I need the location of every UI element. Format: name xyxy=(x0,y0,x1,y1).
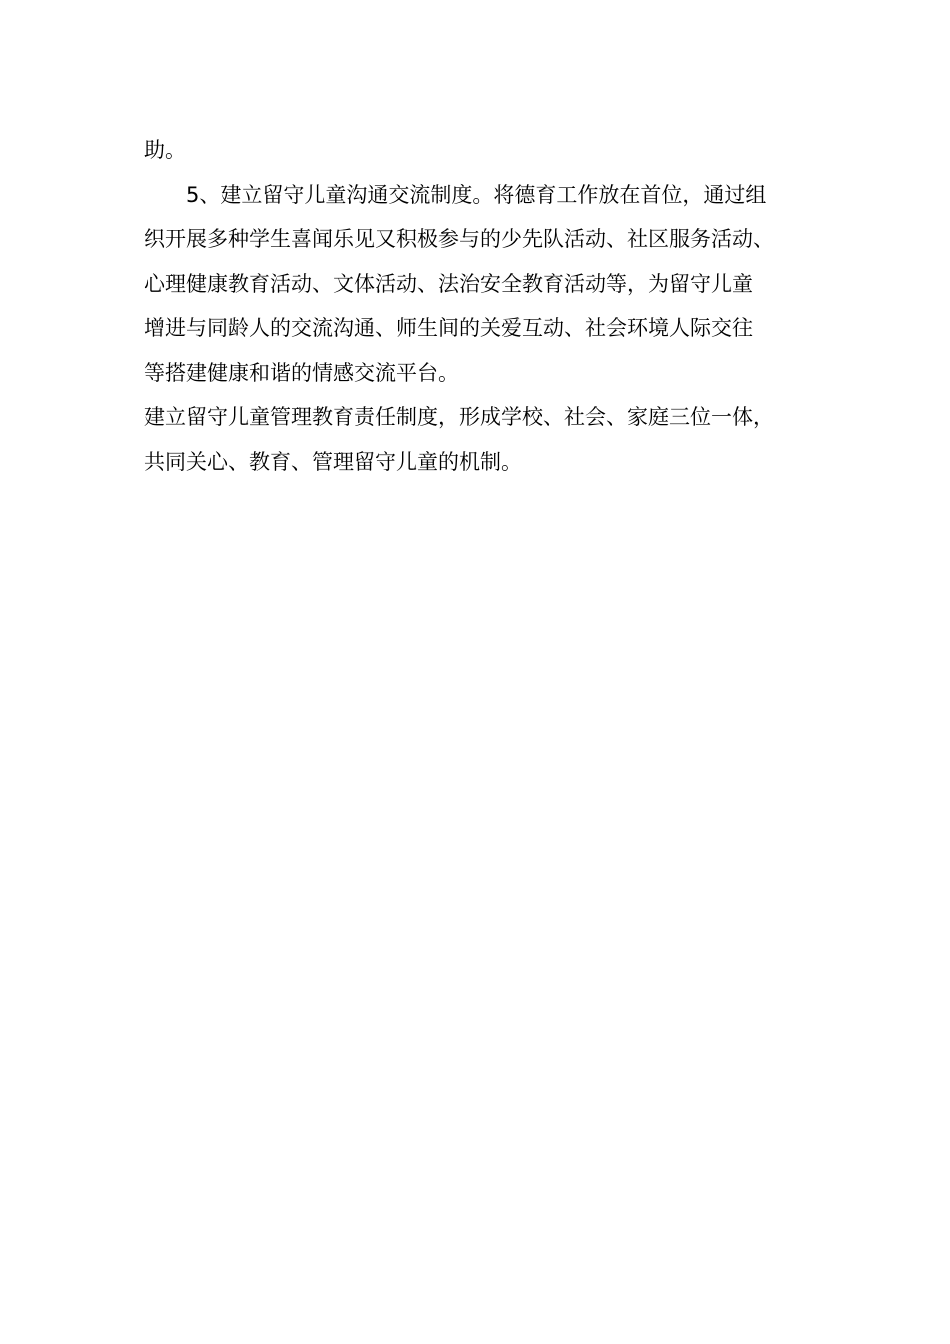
paragraph-6-line-1: 建立留守儿童管理教育责任制度，形成学校、社会、家庭三位一体， xyxy=(144,405,774,429)
paragraph-5-line-5: 等搭建健康和谐的情感交流平台。 xyxy=(144,360,459,385)
paragraph-continuation-line: 助。 xyxy=(144,138,186,162)
paragraph-5-line-1: 5、建立留守儿童沟通交流制度。将德育工作放在首位，通过组 xyxy=(186,182,767,207)
body-text xyxy=(144,128,834,484)
paragraph-5-line-3: 心理健康教育活动、文体活动、法治安全教育活动等，为留守儿童 xyxy=(144,271,753,296)
paragraph-5-line-2: 织开展多种学生喜闻乐见又积极参与的少先队活动、社区服务活动、 xyxy=(144,227,774,251)
paragraph-6-line-2: 共同关心、教育、管理留守儿童的机制。 xyxy=(144,449,522,474)
paragraph-5-line-4: 增进与同龄人的交流沟通、师生间的关爱互动、社会环境人际交往 xyxy=(144,316,753,340)
